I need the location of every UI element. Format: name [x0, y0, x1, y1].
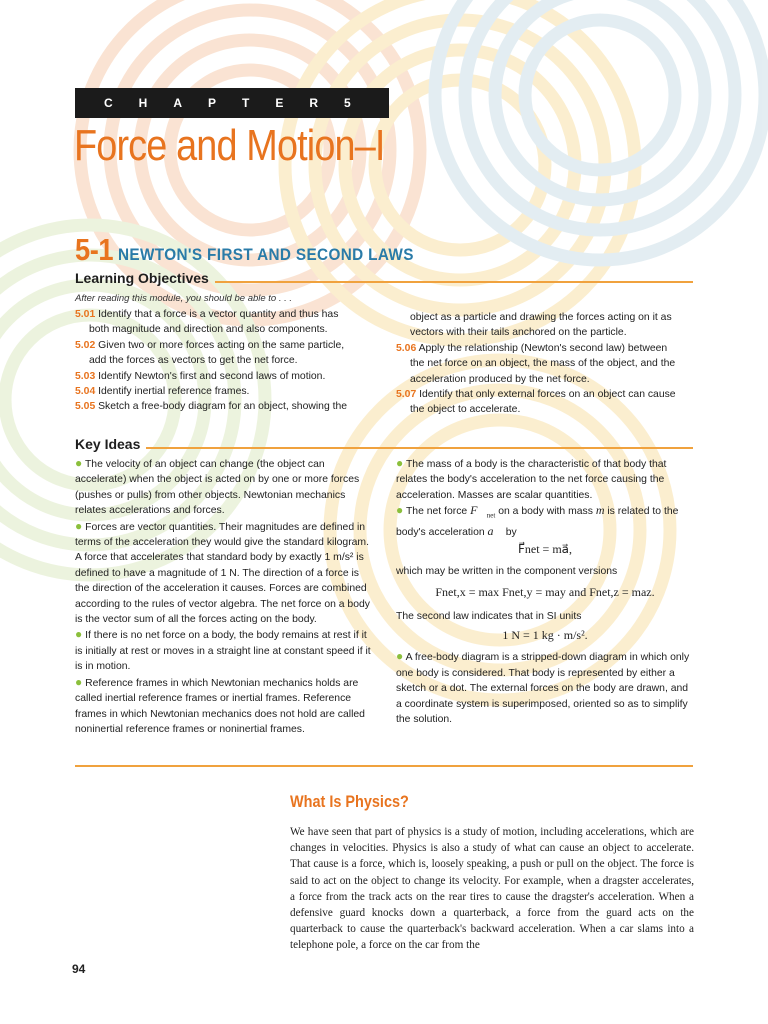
equation-si-units: 1 N = 1 kg · m/s². [502, 628, 588, 643]
acceleration-symbol: a⃗ [487, 524, 503, 539]
key-idea-text: If there is no net force on a body, the body remains at rest if it is initially at rest or moves in a straight line at constant speed if it is in motion. [75, 630, 371, 673]
objective-number: 5.03 [75, 370, 96, 382]
objective-item [396, 341, 694, 387]
section-heading: What Is Physics? [290, 792, 409, 811]
si-intro: The second law indicates that in SI units [396, 610, 582, 622]
key-idea [396, 649, 694, 727]
objective-item [75, 384, 375, 399]
key-idea-text: Forces are vector quantities. Their magnitudes are defined in terms of the acceleration they would give the standard kilogram. A force that accelerates that standard body by exactly 1 m/s² is defined to have a magnitude of 1 N. The direction of a force is the direction of the acceleration it causes. Forces are combined according to the rules of vector algebra. The net force on a body is the vector sum of all the forces acting on the body. [75, 521, 370, 626]
key-idea-text: The net force [405, 506, 468, 518]
objective-item [75, 399, 375, 414]
key-idea [75, 456, 375, 519]
learning-objectives-intro: After reading this module, you should be able to . . . [75, 293, 293, 304]
key-idea-text: Reference frames in which Newtonian mechanics holds are called inertial reference frames or inertial frames. Reference frames in which Newtonian mechanics does not hold are called noninertial reference frames or noninertial frames. [75, 677, 365, 735]
bullet-icon: ● [396, 456, 404, 470]
objective-text: Apply the relationship (Newton's second law) between [418, 342, 668, 354]
key-idea [75, 519, 375, 628]
net-force-symbol: $F⃗_{net}$ [470, 503, 496, 520]
key-idea [396, 503, 694, 540]
mass-symbol: m [595, 503, 605, 518]
bullet-icon: ● [75, 674, 83, 689]
key-idea-text: The velocity of an object can change (the object can accelerate) when the object is acted on by one or more forces (pushes or pulls) from other objects. Newtonian mechanics relates accelerations and forces. [75, 459, 360, 517]
section-body-text: We have seen that part of physics is a study of motion, including accelerations, which are changes in velocities. Physics is also a study of what can cause an object to accelerate. That cause is a force, which is, loosely speaking, a push or pull on the object. The force is said to act on the object to change its velocity. For example, when a dragster accelerates, a force from the track acts on the rear tires to cause the dragster's acceleration. When a defensive guard knocks down a quarterback, a force from the guard acts on the quarterback to cause the quarterback's backward acceleration. When a car slams into a telephone pole, a force on the car from the [290, 826, 694, 952]
objective-number: 5.02 [75, 339, 96, 351]
section-rule [146, 447, 693, 449]
learning-objectives-left [75, 307, 375, 415]
equation-components: Fnet,x = max Fnet,y = may and Fnet,z = maz. [435, 585, 655, 600]
module-title: NEWTON'S FIRST AND SECOND LAWS [117, 245, 414, 264]
bullet-icon: ● [396, 649, 404, 664]
objective-number: 5.05 [75, 401, 96, 413]
objective-number: 5.07 [396, 389, 417, 401]
objective-item [75, 369, 375, 384]
objective-text-cont: both magnitude and direction and also components. [89, 324, 328, 336]
key-idea-text: The mass of a body is the characteristic of that body that relates the body's acceleration to the net force causing the acceleration. Masses are scalar quantities. [396, 459, 667, 501]
learning-objectives-right [396, 310, 694, 418]
chapter-label: CHAPTER [104, 96, 345, 110]
objective-number: 5.06 [396, 342, 417, 354]
page-number: 94 [72, 962, 86, 976]
objective-item [396, 387, 694, 418]
chapter-banner [75, 88, 389, 118]
key-ideas-header [75, 436, 693, 452]
objective-text: Identify that a force is a vector quantity and thus has [98, 309, 339, 320]
objective-text: Identify inertial reference frames. [98, 386, 250, 398]
key-idea [75, 627, 375, 674]
objective-text-cont: the object to accelerate. [410, 404, 521, 416]
objective-text-cont: the net force on an object, the mass of the object, and the acceleration produced by the net force. [410, 358, 676, 385]
key-ideas-heading: Key Ideas [75, 436, 141, 452]
objective-text-cont: add the forces as vectors to get the net force. [89, 355, 298, 367]
section-rule [215, 281, 693, 283]
module-heading [75, 232, 446, 268]
equation-newton-second-law: F⃗net = ma⃗, [517, 542, 573, 557]
bullet-icon: ● [396, 503, 404, 518]
objective-continuation: object as a particle and drawing the forces acting on it as vectors with their tails anchored on the particle. [410, 312, 672, 339]
component-intro: which may be written in the component versions [396, 565, 618, 577]
key-idea-text: on a body with mass [498, 506, 593, 518]
chapter-number: 5 [344, 96, 351, 110]
bullet-icon: ● [75, 518, 83, 533]
key-idea [396, 456, 694, 503]
chapter-title: Force and Motion–I [74, 121, 385, 170]
key-ideas-bottom-rule [75, 765, 693, 767]
objective-text: Sketch a free-body diagram for an object, showing the [98, 401, 348, 413]
learning-objectives-heading: Learning Objectives [75, 270, 209, 286]
key-idea-text: is related to the body's acceleration [396, 506, 679, 539]
learning-objectives-header [75, 270, 693, 286]
key-idea [75, 675, 375, 738]
objective-text: Given two or more forces acting on the same particle, [98, 339, 345, 351]
objective-number: 5.01 [75, 309, 96, 320]
module-number: 5-1 [75, 232, 114, 267]
objective-item [75, 307, 375, 338]
key-idea-text: by [505, 527, 517, 539]
objective-text: Identify Newton's first and second laws of motion. [98, 370, 326, 382]
objective-item [75, 338, 375, 369]
objective-text: Identify that only external forces on an object can cause [419, 389, 676, 401]
key-ideas-left [75, 456, 375, 737]
bullet-icon: ● [75, 456, 83, 470]
bullet-icon: ● [75, 627, 83, 642]
key-ideas-right [396, 456, 694, 727]
key-idea-text: A free-body diagram is a stripped-down diagram in which only one body is considered. That body is represented by either a sketch or a dot. The external forces on the body are drawn, and a coordinate system is superimposed, oriented so as to simplify the solution. [396, 652, 690, 726]
objective-number: 5.04 [75, 386, 96, 398]
